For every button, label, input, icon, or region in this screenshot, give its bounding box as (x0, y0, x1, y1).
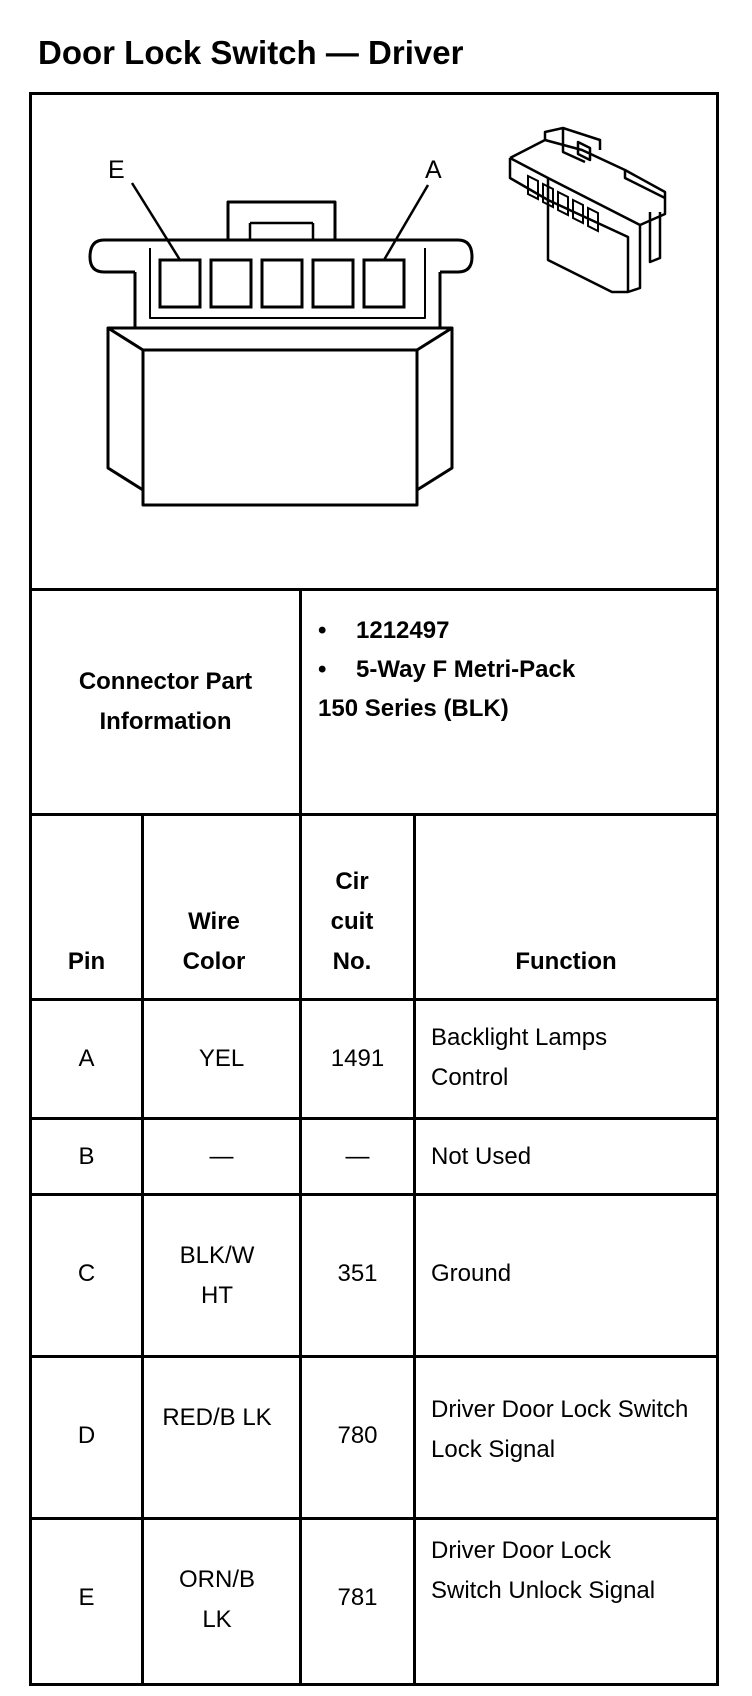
divider-row-d (29, 1517, 719, 1520)
header-wire-color: Wire Color (182, 908, 246, 975)
cell-wire-color: YEL (198, 1045, 245, 1072)
cell-circuit: — (345, 1143, 370, 1170)
cell-function: Backlight Lamps Control (431, 1024, 608, 1091)
divider-row-a (29, 1117, 719, 1120)
cell-pin: C (77, 1260, 96, 1287)
cell-circuit: 1491 (330, 1045, 385, 1072)
connector-info-bullet-1 (318, 617, 449, 645)
connector-type: 5-Way F Metri-Pack (356, 656, 576, 683)
connector-info-continuation: 150 Series (BLK) (318, 695, 509, 722)
divider-row-b (29, 1193, 719, 1196)
pin-label-e: E (108, 156, 125, 184)
divider-row-c (29, 1355, 719, 1358)
header-function: Function (515, 948, 617, 975)
cell-function: Not Used (431, 1143, 532, 1170)
cell-wire-color: — (209, 1143, 234, 1170)
header-circuit: Cir cuit No. (330, 868, 374, 975)
cell-circuit: 351 (337, 1260, 378, 1287)
col-divider-pin (141, 813, 144, 1686)
cell-pin: A (78, 1045, 95, 1072)
cell-pin: B (78, 1143, 95, 1170)
connector-diagram (0, 0, 752, 588)
cell-wire-color: BLK/W HT (179, 1242, 255, 1309)
cell-function: Ground (431, 1260, 512, 1287)
header-pin: Pin (67, 948, 106, 975)
cell-pin: D (77, 1422, 96, 1449)
connector-info-bullet-2 (318, 656, 575, 684)
divider-diagram (29, 588, 719, 591)
bullet-icon: • (318, 617, 327, 644)
connector-info-label: Connector Part Information (78, 668, 253, 735)
cell-pin: E (78, 1584, 95, 1611)
cell-wire-color: RED/B LK (162, 1404, 272, 1431)
page-title: Door Lock Switch — Driver (38, 34, 464, 71)
cell-function: Driver Door Lock Switch Unlock Signal (431, 1537, 656, 1604)
cell-circuit: 781 (337, 1584, 378, 1611)
divider-header (29, 998, 719, 1001)
bullet-icon: • (318, 656, 327, 683)
pin-label-a: A (425, 156, 442, 184)
part-number: 1212497 (356, 617, 450, 644)
cell-circuit: 780 (337, 1422, 378, 1449)
divider-info (29, 813, 719, 816)
cell-wire-color: ORN/B LK (178, 1566, 255, 1633)
border-bottom (29, 1683, 719, 1686)
cell-function: Driver Door Lock Switch Lock Signal (431, 1396, 689, 1463)
